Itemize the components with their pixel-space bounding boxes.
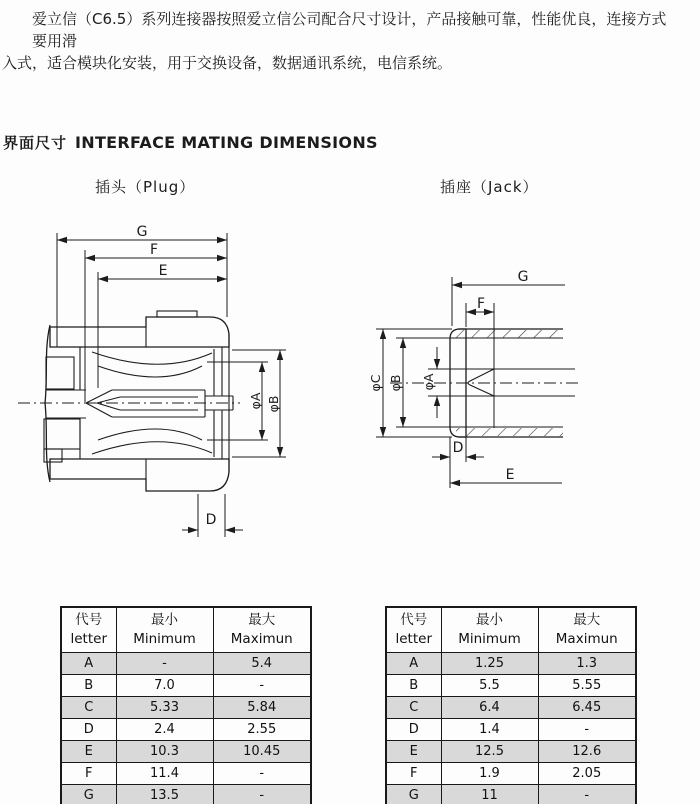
- cell-min: 1.25: [441, 653, 538, 675]
- cell-letter: B: [386, 675, 441, 697]
- plug-dim-label-f: F: [149, 242, 159, 258]
- table-row: [61, 719, 311, 741]
- cell-max: 5.55: [538, 675, 636, 697]
- cell-max: 2.05: [538, 763, 636, 785]
- cell-letter: E: [386, 741, 441, 763]
- cell-min: -: [116, 653, 213, 675]
- table-row: [386, 719, 636, 741]
- table-row: [386, 741, 636, 763]
- cell-max: -: [213, 763, 311, 785]
- cell-max: 12.6: [538, 741, 636, 763]
- table-row: [61, 763, 311, 785]
- cell-min: 11: [441, 785, 538, 804]
- col-header-min-zh: 最小: [151, 612, 178, 628]
- jack-dim-label-g: G: [517, 269, 529, 285]
- cell-min: 1.9: [441, 763, 538, 785]
- cell-min: 5.5: [441, 675, 538, 697]
- col-header-min: [116, 607, 213, 653]
- cell-letter: F: [386, 763, 441, 785]
- cell-min: 10.3: [116, 741, 213, 763]
- cell-min: 11.4: [116, 763, 213, 785]
- plug-table: [60, 606, 312, 804]
- col-header-max-en: Maximun: [555, 631, 618, 647]
- cell-max: -: [538, 719, 636, 741]
- table-row: [386, 785, 636, 804]
- cell-min: 7.0: [116, 675, 213, 697]
- cell-min: 2.4: [116, 719, 213, 741]
- intro-line-1: 爱立信（C6.5）系列连接器按照爱立信公司配合尺寸设计，产品接触可靠，性能优良，连接方式要用滑: [32, 10, 667, 50]
- cell-letter: C: [386, 697, 441, 719]
- cell-letter: B: [61, 675, 116, 697]
- col-header-max: [213, 607, 311, 653]
- cell-letter: A: [61, 653, 116, 675]
- col-header-min-zh: 最小: [476, 612, 503, 628]
- section-title: [3, 132, 378, 153]
- jack-drawing: [365, 245, 600, 500]
- cell-max: -: [538, 785, 636, 804]
- cell-max: 6.45: [538, 697, 636, 719]
- table-row: [61, 785, 311, 804]
- plug-dim-label-e: E: [158, 263, 168, 279]
- jack-dim-label-phi-c: φC: [368, 374, 383, 392]
- cell-max: 10.45: [213, 741, 311, 763]
- col-header-letter-en: letter: [70, 631, 107, 647]
- cell-letter: A: [386, 653, 441, 675]
- jack-dim-label-phi-a: φA: [421, 373, 436, 391]
- jack-dim-label-f: F: [476, 296, 486, 312]
- cell-min: 6.4: [441, 697, 538, 719]
- plug-dim-label-phi-a: φA: [248, 392, 263, 410]
- col-header-letter: [386, 607, 441, 653]
- col-header-min: [441, 607, 538, 653]
- section-title-zh: 界面尺寸: [3, 134, 68, 152]
- section-title-en: INTERFACE MATING DIMENSIONS: [75, 133, 378, 152]
- col-header-letter-en: letter: [395, 631, 432, 647]
- cell-letter: D: [61, 719, 116, 741]
- plug-drawing: [0, 205, 320, 550]
- cell-max: 1.3: [538, 653, 636, 675]
- col-header-max-zh: 最大: [248, 612, 276, 628]
- table-row: [61, 653, 311, 675]
- col-header-min-en: Minimum: [458, 631, 521, 647]
- jack-dim-label-phi-b: φB: [388, 374, 403, 392]
- intro-paragraph: [2, 8, 674, 74]
- jack-table-header-row: [386, 607, 636, 653]
- table-row: [61, 697, 311, 719]
- cell-letter: F: [61, 763, 116, 785]
- plug-dim-label-phi-b: φB: [266, 395, 281, 413]
- col-header-letter-zh: 代号: [400, 612, 428, 628]
- col-header-max-en: Maximun: [230, 631, 293, 647]
- cell-max: 2.55: [213, 719, 311, 741]
- cell-letter: C: [61, 697, 116, 719]
- table-row: [386, 675, 636, 697]
- col-header-letter-zh: 代号: [75, 612, 103, 628]
- jack-drawing-group: [368, 269, 582, 488]
- jack-caption: 插座（Jack）: [440, 178, 539, 196]
- col-header-max: [538, 607, 636, 653]
- plug-caption: 插头（Plug）: [95, 178, 196, 196]
- cell-min: 13.5: [116, 785, 213, 804]
- table-row: [386, 653, 636, 675]
- jack-dim-label-d: D: [452, 440, 464, 456]
- cell-min: 1.4: [441, 719, 538, 741]
- table-row: [386, 763, 636, 785]
- cell-letter: G: [61, 785, 116, 804]
- plug-dim-label-g: G: [136, 224, 148, 240]
- table-row: [61, 741, 311, 763]
- cell-max: -: [213, 785, 311, 804]
- col-header-letter: [61, 607, 116, 653]
- cell-letter: E: [61, 741, 116, 763]
- table-row: [61, 675, 311, 697]
- plug-dim-label-d: D: [205, 512, 217, 528]
- plug-drawing-group: [18, 224, 286, 537]
- col-header-max-zh: 最大: [573, 612, 601, 628]
- cell-letter: G: [386, 785, 441, 804]
- intro-line-2: 入式，适合模块化安装，用于交换设备，数据通讯系统，电信系统。: [2, 54, 453, 72]
- jack-dim-label-e: E: [505, 467, 515, 483]
- cell-max: -: [213, 675, 311, 697]
- table-row: [386, 697, 636, 719]
- plug-table-header-row: [61, 607, 311, 653]
- jack-table: [385, 606, 637, 804]
- cell-letter: D: [386, 719, 441, 741]
- cell-min: 5.33: [116, 697, 213, 719]
- col-header-min-en: Minimum: [133, 631, 196, 647]
- cell-max: 5.4: [213, 653, 311, 675]
- cell-min: 12.5: [441, 741, 538, 763]
- cell-max: 5.84: [213, 697, 311, 719]
